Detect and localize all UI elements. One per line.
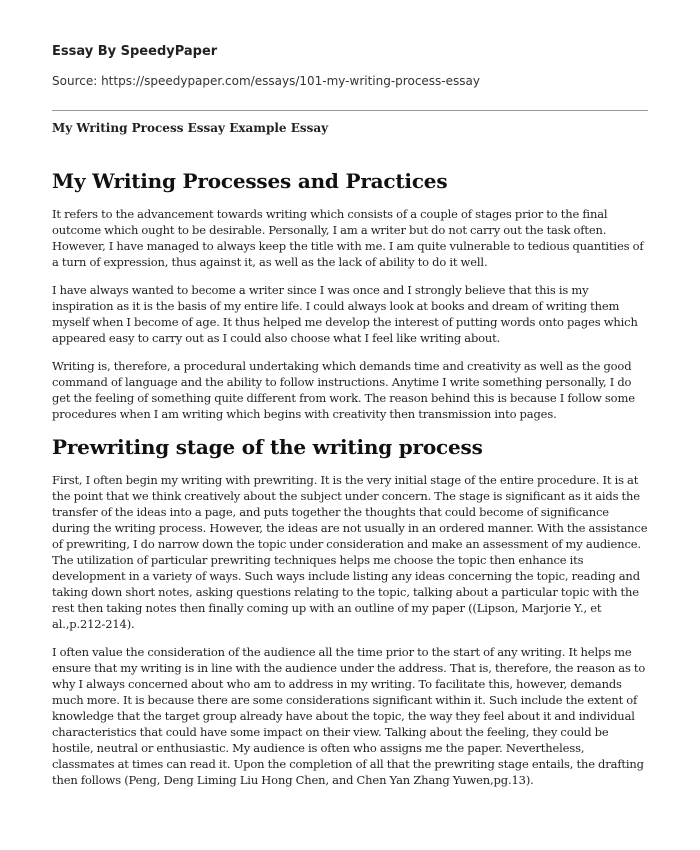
source-url: Source: https://speedypaper.com/essays/101-my-writing-process-essay xyxy=(52,74,480,88)
paragraph: I have always wanted to become a writer since I was once and I strongly believe that this is my inspiration as it is the basis of my entire life. I could always look at books and dream of writing them myself when I become of age. It thus helped me develop the interest of putting words onto pages which appeared easy to carry out as I could also choose what I feel like writing about. xyxy=(52,283,638,345)
paragraph: I often value the consideration of the audience all the time prior to the start of any writing. It helps me ensure that my writing is in line with the audience under the address. That is, therefore, the reason as to why I always concerned about who am to address in my writing. To facilitate this, however, demands much more. It is because there are some considerations significant within it. Such include the extent of knowledge that the target group already have about the topic, the way they feel about it and individual characteristics that could have some impact on their view. Talking about the feeling, they could be hostile, neutral or enthusiastic. My audience is often who assigns me the paper. Nevertheless, classmates at times can read it. Upon the completion of all that the prewriting stage entails, the drafting then follows (Peng, Deng Liming Liu Hong Chen, and Chen Yan Zhang Yuwen,pg.13). xyxy=(52,645,646,787)
paragraph: First, I often begin my writing with prewriting. It is the very initial stage of the entire procedure. It is at the point that we think creatively about the subject under concern. The stage is significant as it aids the transfer of the ideas into a page, and puts together the thoughts that could become of significance during the writing process. However, the ideas are not usually in an ordered manner. With the assistance of prewriting, I do narrow down the topic under consideration and make an assessment of my audience. The utilization of particular prewriting techniques helps me choose the topic then enhance its development in a variety of ways. Such ways include listing any ideas concerning the topic, reading and taking down short notes, asking questions relating to the topic, talking about a particular topic with the rest then taking notes then finally coming up with an outline of my paper ((Lipson, Marjorie Y., et al.,p.212-214). xyxy=(52,473,648,631)
section-heading-writing-processes: My Writing Processes and Practices xyxy=(52,169,448,193)
document-title: My Writing Process Essay Example Essay xyxy=(52,121,329,135)
paragraph: It refers to the advancement towards writing which consists of a couple of stages prior to the final outcome which ought to be desirable. Personally, I am a writer but do not carry out the task often. However, I have managed to always keep the title with me. I am quite vulnerable to tedious quantities of a turn of expression, thus against it, as well as the lack of ability to do it well. xyxy=(52,207,644,269)
brand-label: Essay By SpeedyPaper xyxy=(52,44,218,59)
essay-body xyxy=(52,168,648,800)
paragraph: Writing is, therefore, a procedural undertaking which demands time and creativity as well as the good command of language and the ability to follow instructions. Anytime I write something personally, I do get the feeling of something quite different from work. The reason behind this is because I follow some procedures when I am writing which begins with creativity then transmission into pages. xyxy=(52,359,635,421)
header-divider xyxy=(52,110,648,111)
section-heading-prewriting-stage: Prewriting stage of the writing process xyxy=(52,435,483,459)
